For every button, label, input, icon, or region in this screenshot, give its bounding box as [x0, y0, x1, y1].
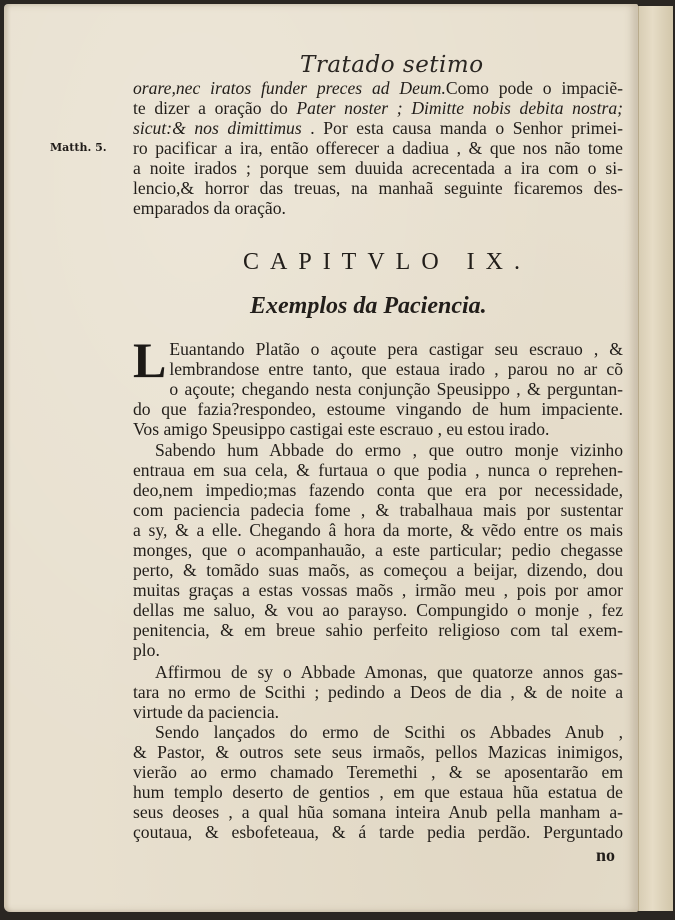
text-line: Sendo lançados do ermo de Scithi os Abbades Anub , — [155, 722, 623, 742]
story-anub — [133, 722, 623, 842]
drop-cap: L — [133, 332, 167, 388]
text-line: a noite irados ; porque sem duuida acrecentada a ira com o si- — [133, 158, 623, 178]
text-line: entraua em sua cela, & furtaua o que podia , nunca o reprehen- — [133, 460, 623, 480]
chapter-title: CAPITVLO IX. — [243, 249, 531, 275]
text-line: muitas graças a estas vossas maõs , irmão meu , pois por amor — [133, 580, 623, 600]
text-line: tara no ermo de Scithi ; pedindo a Deos de dia , & de noite a — [133, 682, 623, 702]
text-line: seus deoses , a qual hũa somana inteira Anub pella manham a- — [133, 802, 623, 822]
text-line: vierão ao ermo chamado Teremethi , & se aposentarão em — [133, 762, 623, 782]
text-line: çoutaua, & esbofeteaua, & á tarde pedia perdão. Perguntado — [133, 822, 623, 842]
text-line: plo. — [133, 640, 160, 660]
text-line: lembrandose entre tanto, que estaua irado , parou no ar cõ — [169, 359, 623, 379]
text-line: sicut:& nos dimittimus . Por esta causa manda o Senhor primei- — [133, 118, 623, 138]
intro-paragraph — [133, 78, 623, 218]
text-line: o açoute; chegando nesta conjunção Speusippo , & perguntan- — [169, 379, 623, 399]
catchword: no — [595, 845, 615, 865]
text-line: & Pastor, & outros sete seus irmaõs, pellos Mazicas inimigos, — [133, 742, 623, 762]
story-amonas — [133, 662, 623, 722]
margin-note: Matth. 5. — [50, 141, 107, 154]
text-line: ro pacificar a ira, então offerecer a dadiua , & que nos não tome — [133, 138, 623, 158]
section-title: Exemplos da Paciencia. — [250, 293, 487, 319]
running-head: Tratado setimo — [300, 52, 484, 78]
text-line: orare,nec iratos funder preces ad Deum.Como pode o impaciẽ- — [133, 78, 624, 98]
text-line: te dizer a oração do Pater noster ; Dimitte nobis debita nostra; — [133, 98, 623, 118]
text-line: deo,nem impedio;mas fazendo conta que era por necessidade, — [133, 480, 623, 500]
story-abbade — [133, 440, 623, 660]
text-line: virtude da paciencia. — [133, 702, 280, 722]
text-line: Affirmou de sy o Abbade Amonas, que quatorze annos gas- — [155, 662, 623, 682]
story-platao — [133, 332, 623, 439]
text-line: Euantando Platão o açoute pera castigar seu escrauo , & — [169, 339, 623, 359]
text-line: do que fazia?respondeo, estoume vingando de hum impaciente. — [133, 399, 623, 419]
text-line: emparados da oração. — [133, 198, 286, 218]
text-line: lencio,& horror das treuas, na manhaã seguinte ficaremos des- — [133, 178, 623, 198]
text-line: hum templo deserto de gentios , em que estaua hũa estatua de — [133, 782, 623, 802]
text-line: com paciencia padecia fome , & trabalhaua mais por sustentar — [133, 500, 623, 520]
text-line: penitencia, & em breue sahio perfeito religioso com tal exem- — [133, 620, 623, 640]
text-line: Vos amigo Speusippo castigai este escrauo , eu estou irado. — [133, 419, 550, 439]
text-line: dellas me saluo, & vou ao parayso. Compungido o monje , fez — [133, 600, 623, 620]
text-line: perto, & tomãdo suas maõs, as começou a beijar, dizendo, dou — [133, 560, 623, 580]
adjacent-page-edge — [638, 6, 673, 911]
text-line: monges, que o acompanhauão, a este particular; pedio chegasse — [133, 540, 623, 560]
text-line: a sy, & a elle. Chegando â hora da morte, & vẽdo entre os mais — [133, 520, 623, 540]
text-line: Sabendo hum Abbade do ermo , que outro monje vizinho — [155, 440, 623, 460]
